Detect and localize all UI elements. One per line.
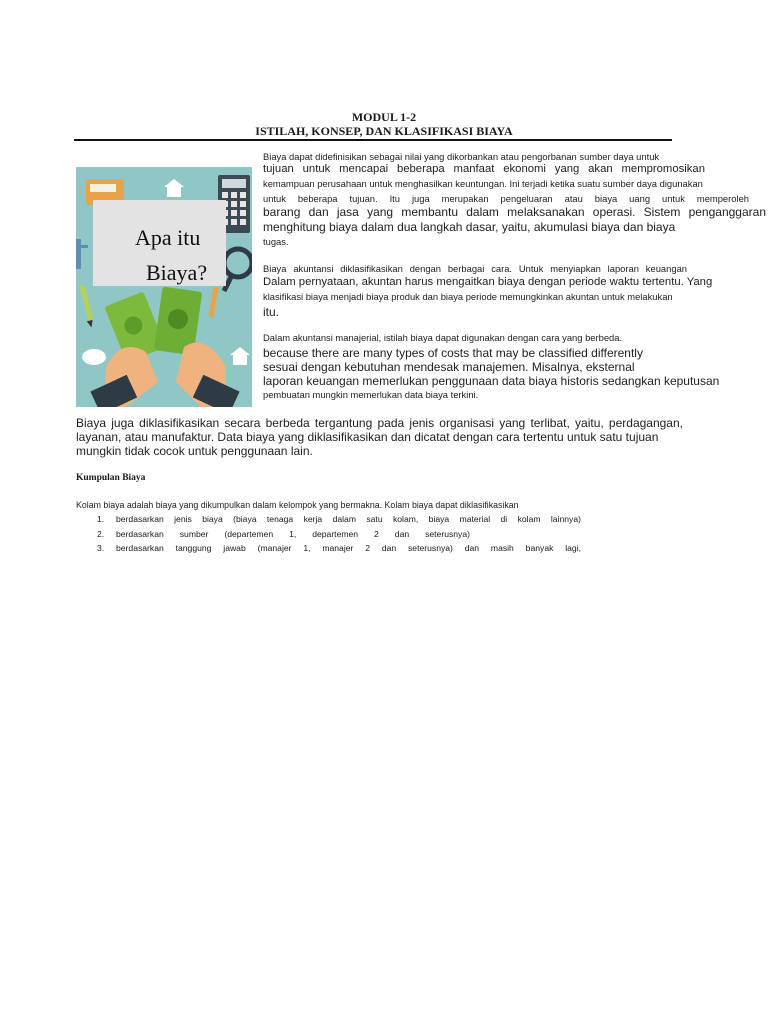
- p1-line-6: menghitung biaya dalam dua langkah dasar, yaitu, akumulasi biaya dan biaya: [263, 220, 676, 234]
- p4-line-3: mungkin tidak cocok untuk penggunaan lain.: [76, 444, 313, 458]
- p1-line-5: barang dan jasa yang membantu dalam melaksanakan operasi. Sistem penganggaran: [263, 205, 766, 219]
- p3-line-2: because there are many types of costs that may be classified differently: [263, 346, 643, 360]
- house-icon-2: [230, 347, 250, 365]
- title-divider: [74, 139, 672, 141]
- p3-line-5: pembuatan mungkin memerlukan data biaya terkini.: [263, 389, 479, 400]
- house-icon: [164, 179, 184, 197]
- list-item-number: 3.: [97, 543, 105, 553]
- list-item: [97, 529, 470, 540]
- list-item-text: berdasarkan jenis biaya (biaya tenaga kerja dalam satu kolam, biaya material di kolam lainnya): [116, 514, 581, 524]
- list-item-number: 1.: [97, 514, 105, 524]
- section-heading: Kumpulan Biaya: [76, 473, 146, 483]
- p3-line-1: Dalam akuntansi manajerial, istilah biaya dapat digunakan dengan cara yang berbeda.: [263, 332, 623, 343]
- list-item: [97, 543, 581, 554]
- p2-line-3: klasifikasi biaya menjadi biaya produk dan biaya periode memungkinkan akuntan untuk melakukan: [263, 291, 673, 302]
- p1-line-4: untuk beberapa tujuan. Itu juga merupakan pengeluaran atau biaya uang untuk memperoleh: [263, 193, 749, 204]
- illustration-caption-card: [93, 200, 226, 286]
- hands-holding-money-icon: [90, 287, 239, 407]
- p3-line-3: sesuai dengan kebutuhan mendesak manajemen. Misalnya, eksternal: [263, 360, 635, 374]
- p4-line-2: layanan, atau manufaktur. Data biaya yang diklasifikasikan dan dicatat dengan cara tertentu untuk satu tujuan: [76, 430, 659, 444]
- list-item: [97, 514, 581, 525]
- module-title: MODUL 1-2: [351, 110, 417, 124]
- piggy-bank-icon: [82, 349, 106, 365]
- p1-line-2: tujuan untuk mencapai beberapa manfaat ekonomi yang akan mempromosikan: [263, 163, 705, 175]
- p1-line-7: tugas.: [263, 236, 289, 247]
- p1-line-3: kemampuan perusahaan untuk menghasilkan keuntungan. Ini terjadi ketika suatu sumber daya digunakan: [263, 178, 703, 189]
- magnifier-icon: [224, 249, 252, 291]
- p4-line-1: Biaya juga diklasifikasikan secara berbeda tergantung pada jenis organisasi yang terlibat, yaitu, perdagangan,: [76, 416, 683, 430]
- apa-itu-biaya-illustration: [76, 167, 252, 407]
- p1-line-1: Biaya dapat didefinisikan sebagai nilai yang dikorbankan atau pengorbanan sumber daya untuk: [263, 151, 660, 162]
- caption-line-2: Biaya?: [146, 260, 208, 285]
- p2-line-2: Dalam pernyataan, akuntan harus mengaitkan biaya dengan periode waktu tertentu. Yang: [263, 276, 713, 288]
- p3-line-4: laporan keuangan memerlukan penggunaan data biaya historis sedangkan keputusan: [263, 374, 720, 388]
- section-intro: Kolam biaya adalah biaya yang dikumpulkan dalam kelompok yang bermakna. Kolam biaya dapat diklasifikasikan: [76, 500, 519, 510]
- list-item-text: berdasarkan sumber (departemen 1, departemen 2 dan seterusnya): [116, 529, 470, 539]
- p2-line-1: Biaya akuntansi diklasifikasikan dengan berbagai cara. Untuk menyiapkan laporan keuangan: [263, 263, 687, 274]
- p2-line-4: itu.: [263, 305, 280, 319]
- module-subtitle: ISTILAH, KONSEP, DAN KLASIFIKASI BIAYA: [255, 124, 513, 138]
- list-item-number: 2.: [97, 529, 105, 539]
- caption-line-1: Apa itu: [135, 225, 201, 250]
- list-item-text: berdasarkan tanggung jawab (manajer 1, manajer 2 dan seterusnya) dan masih banyak lagi,: [116, 543, 581, 553]
